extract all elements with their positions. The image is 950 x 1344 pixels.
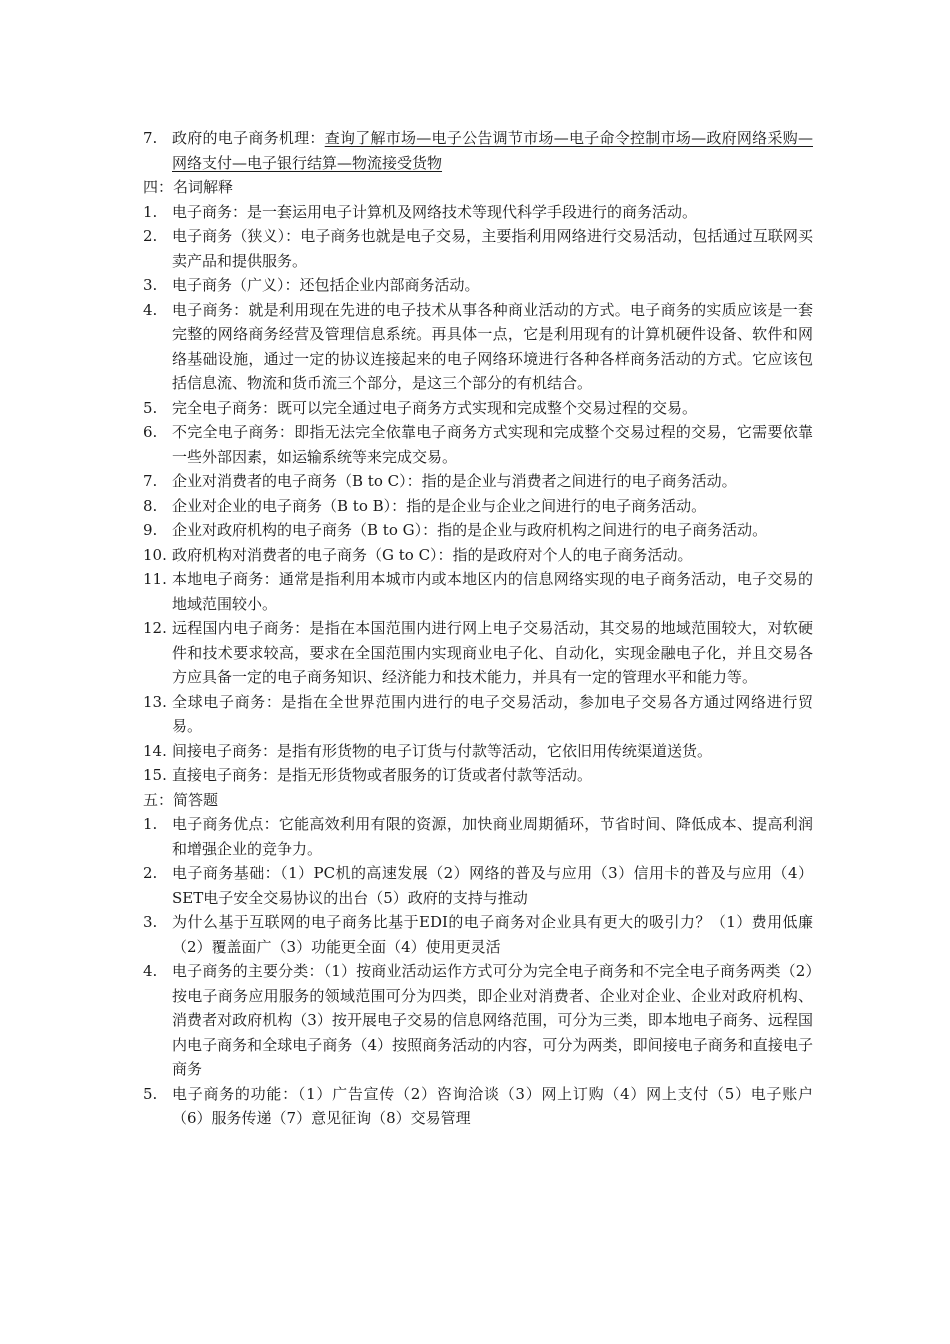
item-number: 3.	[143, 276, 158, 294]
list-item	[143, 567, 813, 616]
list-item	[143, 224, 813, 273]
list-item	[143, 126, 813, 175]
item-number: 11.	[143, 570, 167, 588]
item-text: 电子商务的功能：（1）广告宣传（2）咨询洽谈（3）网上订购（4）网上支付（5）电子账户（6）服务传递（7）意见征询（8）交易管理	[172, 1084, 813, 1127]
document-page	[143, 126, 813, 1131]
item-number: 9.	[143, 521, 158, 539]
item-text	[172, 126, 813, 175]
item-number: 1.	[143, 815, 158, 833]
item-text: 本地电子商务：通常是指利用本城市内或本地区内的信息网络实现的电子商务活动，电子交易的地域范围较小。	[172, 570, 813, 613]
item-text: 电子商务（广义）：还包括企业内部商务活动。	[172, 276, 480, 294]
item-number: 2.	[143, 227, 158, 245]
item-number: 2.	[143, 864, 158, 882]
item-text: 企业对政府机构的电子商务（B to G）：指的是企业与政府机构之间进行的电子商务活动。	[172, 521, 768, 539]
list-item	[143, 861, 813, 910]
item-text: 企业对企业的电子商务（B to B）：指的是企业与企业之间进行的电子商务活动。	[172, 496, 707, 515]
item-number: 12.	[143, 619, 167, 637]
list-item	[143, 298, 813, 396]
item-text: 电子商务优点：它能高效利用有限的资源，加快商业周期循环，节省时间、降低成本、提高利润和增强企业的竞争力。	[172, 815, 813, 858]
item-text: 电子商务：是一套运用电子计算机及网络技术等现代科学手段进行的商务活动。	[172, 202, 698, 221]
list-item	[143, 812, 813, 861]
item-text: 直接电子商务：是指无形货物或者服务的订货或者付款等活动。	[172, 766, 593, 784]
item-text: 电子商务基础：（1）PC机的高速发展（2）网络的普及与应用（3）信用卡的普及与应用（4）SET电子安全交易协议的出台（5）政府的支持与推动	[172, 864, 813, 907]
item-text: 政府机构对消费者的电子商务（G to C）：指的是政府对个人的电子商务活动。	[172, 545, 693, 564]
list-item	[143, 1082, 813, 1131]
item-number: 4.	[143, 300, 158, 319]
section-heading-terms: 四：名词解释	[143, 178, 234, 196]
item-number: 10.	[143, 545, 167, 564]
item-text: 为什么基于互联网的电子商务比基于EDI的电子商务对企业具有更大的吸引力？（1）费用低廉（2）覆盖面广（3）功能更全面（4）使用更灵活	[172, 913, 813, 956]
list-item	[143, 200, 813, 225]
item-text: 电子商务：就是利用现在先进的电子技术从事各种商业活动的方式。电子商务的实质应该是一套完整的网络商务经营及管理信息系统。再具体一点，它是利用现有的计算机硬件设备、软件和网络基础设施，通过一定的协议连接起来的电子网络环境进行各种各样商务活动的方式。它应该包括信息流、物流和货币流三个部分，是这三个部分的有机结合。	[172, 300, 813, 392]
item-number: 14.	[143, 741, 167, 760]
item-number: 13.	[143, 692, 167, 711]
list-item	[143, 543, 813, 568]
list-item	[143, 959, 813, 1082]
item-text: 间接电子商务：是指有形货物的电子订货与付款等活动，它依旧用传统渠道送货。	[172, 741, 713, 760]
item-text: 电子商务（狭义）：电子商务也就是电子交易，主要指利用网络进行交易活动，包括通过互联网买卖产品和提供服务。	[172, 227, 813, 270]
item-number: 4.	[143, 962, 158, 980]
item-text: 企业对消费者的电子商务（B to C）：指的是企业与消费者之间进行的电子商务活动。	[172, 472, 737, 490]
underlined-answer: 查询了解市场—电子公告调节市场—电子命令控制市场—政府网络采购—网络支付—电子银行结算—物流接受货物	[172, 129, 813, 172]
item-number: 8.	[143, 496, 158, 515]
list-item	[143, 690, 813, 739]
list-item	[143, 273, 813, 298]
list-item	[143, 616, 813, 690]
list-item	[143, 420, 813, 469]
item-number: 3.	[143, 913, 158, 931]
section-heading-short-answer: 五：简答题	[143, 790, 219, 809]
list-item	[143, 494, 813, 519]
item-number: 7.	[143, 472, 158, 490]
list-item	[143, 469, 813, 494]
item-number: 6.	[143, 423, 158, 441]
list-item	[143, 910, 813, 959]
item-text: 全球电子商务：是指在全世界范围内进行的电子交易活动，参加电子交易各方通过网络进行贸易。	[172, 692, 813, 735]
item-number: 5.	[143, 1084, 158, 1103]
list-item	[143, 763, 813, 788]
item-number: 15.	[143, 766, 167, 784]
list-item	[143, 396, 813, 421]
item-number: 7.	[143, 129, 158, 147]
item-text: 不完全电子商务：即指无法完全依靠电子商务方式实现和完成整个交易过程的交易，它需要依靠一些外部因素，如运输系统等来完成交易。	[172, 423, 813, 466]
item-text: 远程国内电子商务：是指在本国范围内进行网上电子交易活动，其交易的地域范围较大，对软硬件和技术要求较高，要求在全国范围内实现商业电子化、自动化，实现金融电子化，并且交易各方应具备一定的电子商务知识、经济能力和技术能力，并具有一定的管理水平和能力等。	[172, 619, 813, 686]
list-item	[143, 739, 813, 764]
list-item	[143, 518, 813, 543]
item-number: 1.	[143, 202, 158, 221]
item-number: 5.	[143, 398, 158, 417]
item-label: 政府的电子商务机理：	[172, 129, 325, 147]
item-text: 完全电子商务：既可以完全通过电子商务方式实现和完成整个交易过程的交易。	[172, 398, 698, 417]
item-text: 电子商务的主要分类：（1）按商业活动运作方式可分为完全电子商务和不完全电子商务两类（2）按电子商务应用服务的领域范围可分为四类，即企业对消费者、企业对企业、企业对政府机构、消费者对政府机构（3）按开展电子交易的信息网络范围，可分为三类，即本地电子商务、远程国内电子商务和全球电子商务（4）按照商务活动的内容，可分为两类，即间接电子商务和直接电子商务	[172, 962, 813, 1078]
